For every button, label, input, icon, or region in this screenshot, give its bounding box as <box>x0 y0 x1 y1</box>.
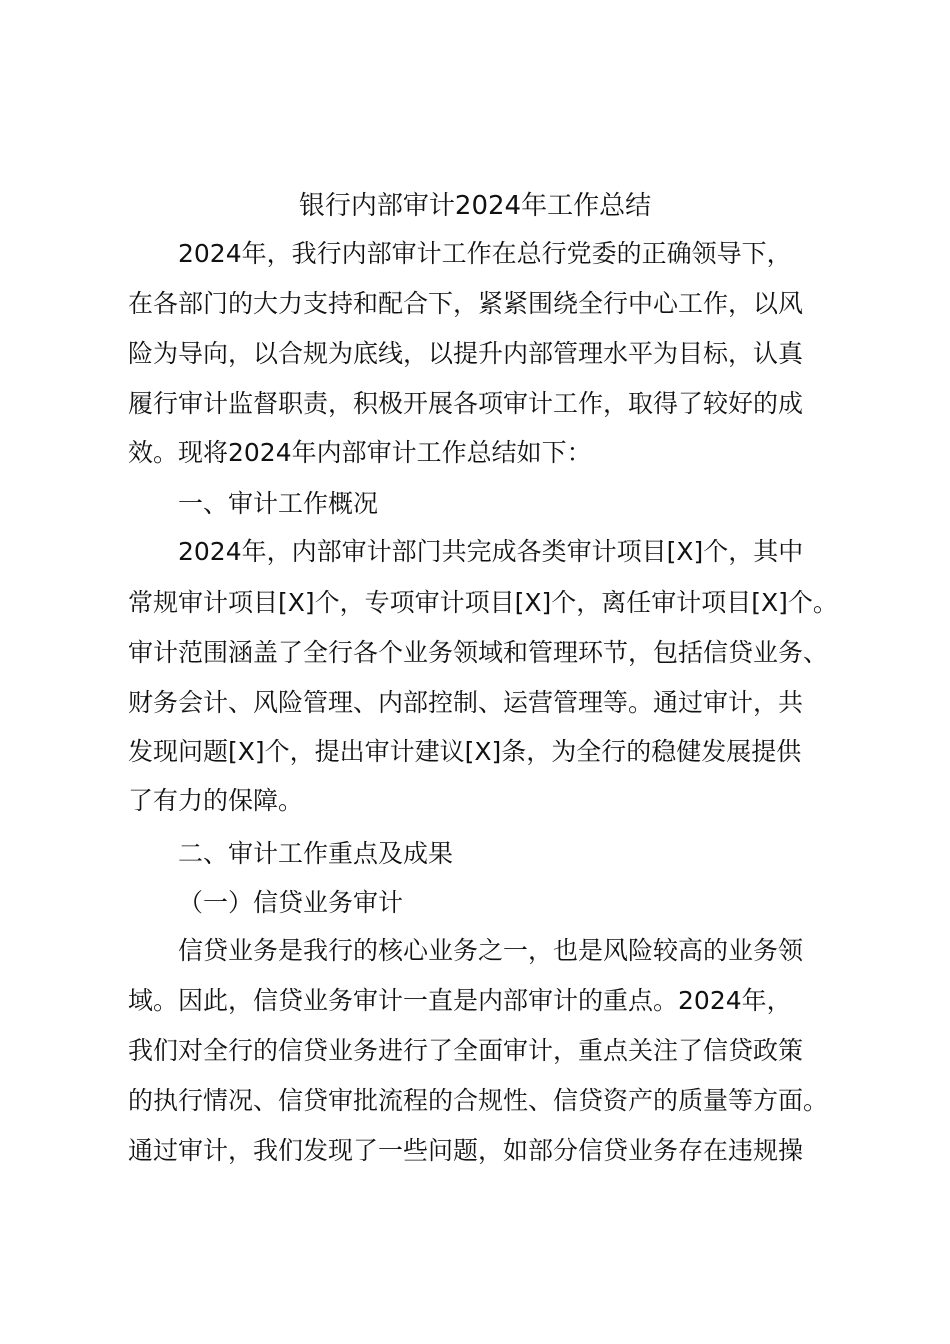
paragraph-1-line-3: 险为导向，以合规为底线，以提升内部管理水平为目标，认真 <box>128 339 804 368</box>
paragraph-1-line-1: 2024年，我行内部审计工作在总行党委的正确领导下， <box>178 239 792 268</box>
paragraph-2-line-4: 财务会计、风险管理、内部控制、运营管理等。通过审计，共 <box>128 688 804 717</box>
paragraph-3-line-4: 的执行情况、信贷审批流程的合规性、信贷资产的质量等方面。 <box>128 1086 829 1115</box>
paragraph-2-line-1: 2024年，内部审计部门共完成各类审计项目[X]个，其中 <box>178 537 804 566</box>
paragraph-2-line-6: 了有力的保障。 <box>128 786 304 815</box>
paragraph-2-line-2: 常规审计项目[X]个，专项审计项目[X]个，离任审计项目[X]个。 <box>128 588 838 617</box>
section-heading-2: 二、审计工作重点及成果 <box>178 839 454 868</box>
paragraph-1-line-4: 履行审计监督职责，积极开展各项审计工作，取得了较好的成 <box>128 389 804 418</box>
paragraph-2-line-3: 审计范围涵盖了全行各个业务领域和管理环节，包括信贷业务、 <box>128 638 829 667</box>
document-title: 银行内部审计2024年工作总结 <box>298 191 652 221</box>
subsection-heading-1: （一）信贷业务审计 <box>178 888 404 917</box>
paragraph-3-line-1: 信贷业务是我行的核心业务之一，也是风险较高的业务领 <box>178 936 804 965</box>
paragraph-1-line-5: 效。现将2024年内部审计工作总结如下： <box>128 438 592 467</box>
paragraph-2-line-5: 发现问题[X]个，提出审计建议[X]条，为全行的稳健发展提供 <box>128 737 802 766</box>
section-heading-1: 一、审计工作概况 <box>178 489 379 518</box>
paragraph-3-line-2: 域。因此，信贷业务审计一直是内部审计的重点。2024年， <box>128 986 792 1015</box>
paragraph-3-line-5: 通过审计，我们发现了一些问题，如部分信贷业务存在违规操 <box>128 1136 804 1165</box>
paragraph-1-line-2: 在各部门的大力支持和配合下，紧紧围绕全行中心工作，以风 <box>128 289 804 318</box>
paragraph-3-line-3: 我们对全行的信贷业务进行了全面审计，重点关注了信贷政策 <box>128 1036 804 1065</box>
